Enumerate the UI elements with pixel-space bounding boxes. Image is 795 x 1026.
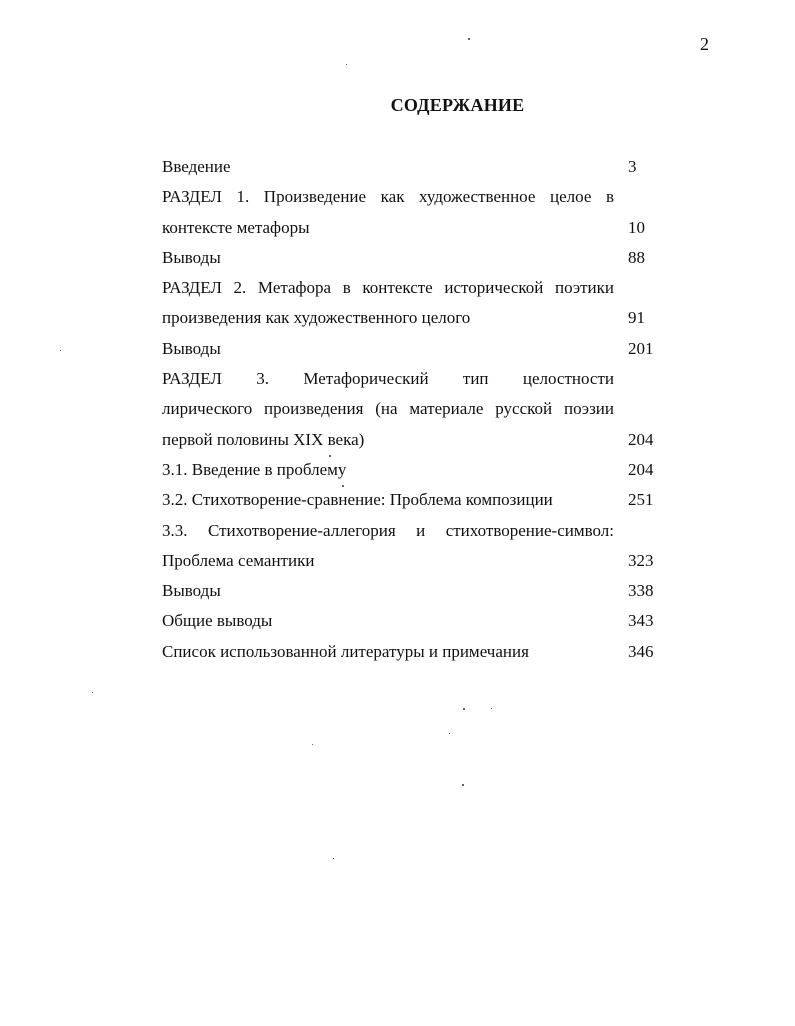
- scan-speck: [312, 744, 313, 745]
- toc-entry-text: Введение: [162, 157, 231, 176]
- toc-line: [162, 606, 656, 636]
- toc-page-number: 251: [628, 490, 654, 510]
- toc-entry-text: 3.2. Стихотворение-сравнение: Проблема композиции: [162, 490, 553, 510]
- scan-speck: [449, 733, 450, 734]
- toc-title: СОДЕРЖАНИЕ: [390, 95, 525, 115]
- scan-speck: [60, 350, 61, 351]
- toc-line: [162, 303, 656, 333]
- toc-line: [162, 425, 656, 455]
- scan-speck: [333, 858, 334, 859]
- toc-page-number: 91: [628, 308, 645, 328]
- toc-line: [162, 213, 656, 243]
- scan-speck: [329, 455, 331, 457]
- toc-line: [162, 273, 656, 303]
- toc-entry-text: Выводы: [162, 581, 221, 601]
- toc-line: [162, 364, 656, 394]
- toc-line: [162, 576, 656, 606]
- toc-entry-text: РАЗДЕЛ 2. Метафора в контексте исторической поэтики: [162, 278, 614, 298]
- toc-entry-text: контексте метафоры: [162, 217, 310, 237]
- scan-speck: [342, 485, 344, 487]
- table-of-contents: [162, 152, 656, 667]
- toc-page-number: 88: [628, 247, 645, 267]
- toc-entry-text: Общие выводы: [162, 611, 273, 631]
- toc-line: [162, 334, 656, 364]
- toc-line: [162, 546, 656, 576]
- scan-speck: [462, 784, 464, 786]
- toc-page-number: 343: [628, 611, 654, 631]
- toc-line: [162, 455, 656, 485]
- toc-page-number: 323: [628, 550, 654, 570]
- toc-entry-text: Список использованной литературы и примечания: [162, 641, 529, 661]
- toc-line: [162, 637, 656, 667]
- toc-entry-text: лирического произведения (на материале русской поэзии: [162, 399, 614, 419]
- toc-entry-text: 3.3. Стихотворение-аллегория и стихотворение-символ:: [162, 520, 614, 540]
- toc-entry-text: 3.1. Введение в проблему: [162, 459, 347, 479]
- toc-entry-text: РАЗДЕЛ 1. Произведение как художественное целое в: [162, 187, 614, 207]
- toc-entry-text: Выводы: [162, 338, 221, 358]
- toc-entry-text: РАЗДЕЛ 3. Метафорический тип целостности: [162, 369, 614, 389]
- toc-line: [162, 485, 656, 515]
- scan-speck: [463, 708, 465, 710]
- toc-entry-text: Выводы: [162, 247, 221, 267]
- toc-line: [162, 243, 656, 273]
- toc-page-number: 10: [628, 217, 645, 237]
- toc-line: [162, 182, 656, 212]
- toc-entry-text: Проблема семантики: [162, 550, 315, 570]
- toc-entry-text: произведения как художественного целого: [162, 308, 471, 328]
- toc-page-number: 346: [628, 641, 654, 661]
- toc-page-number: 338: [628, 581, 654, 601]
- scan-speck: [346, 64, 347, 65]
- scan-speck: [491, 708, 492, 709]
- toc-page-number: 201: [628, 338, 654, 358]
- scan-speck: [92, 692, 93, 693]
- page-number: 2: [700, 34, 709, 54]
- toc-page-number: 204: [628, 429, 654, 449]
- toc-page-number: 3: [628, 157, 637, 176]
- toc-line: [162, 152, 656, 182]
- toc-page-number: 204: [628, 459, 654, 479]
- scan-speck: [468, 38, 470, 40]
- toc-entry-text: первой половины XIX века): [162, 429, 365, 449]
- toc-line: [162, 394, 656, 424]
- toc-line: [162, 516, 656, 546]
